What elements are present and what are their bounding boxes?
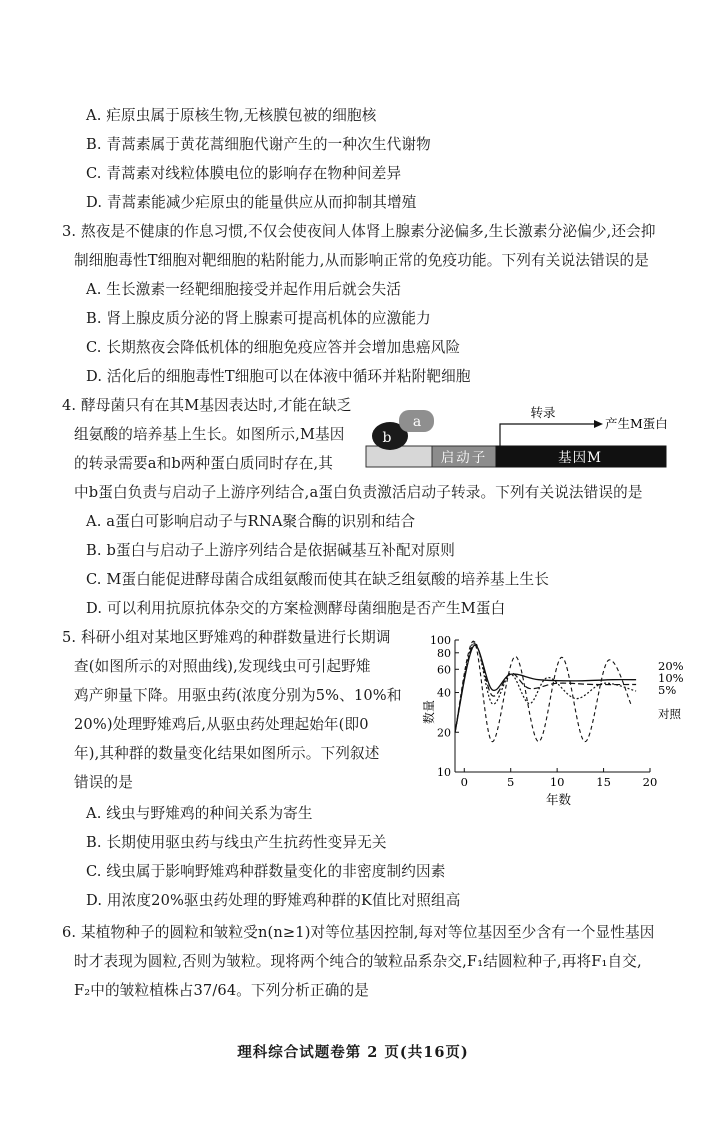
q4-stem-line-2: 组氨酸的培养基上生长。如图所示,M基因 bbox=[74, 426, 345, 443]
q4-stem-line-3: 的转录需要a和b两种蛋白质同时存在,其 bbox=[74, 455, 334, 472]
q3-option-a: A. 生长激素一经靶细胞接受并起作用后就会失活 bbox=[86, 281, 402, 298]
x-tick-label: 20 bbox=[642, 775, 658, 789]
transcription-arrow bbox=[500, 424, 594, 446]
protein-b-label: b bbox=[382, 430, 392, 446]
y-tick-label: 60 bbox=[437, 663, 451, 677]
x-tick-label: 5 bbox=[507, 775, 515, 789]
q5-option-a: A. 线虫与野雉鸡的种间关系为寄生 bbox=[86, 805, 313, 822]
series-label: 对照 bbox=[658, 707, 681, 721]
y-tick-label: 20 bbox=[437, 726, 451, 740]
q3-option-c: C. 长期熬夜会降低机体的细胞免疫应答并会增加患癌风险 bbox=[86, 339, 461, 356]
q5-stem-line-1: 5. 科研小组对某地区野雉鸡的种群数量进行长期调 bbox=[62, 629, 391, 646]
y-tick-label: 10 bbox=[437, 766, 451, 779]
series-label: 10% bbox=[658, 671, 684, 685]
q6-stem-line-3: F₂中的皱粒植株占37/64。下列分析正确的是 bbox=[74, 982, 369, 999]
transcription-arrowhead bbox=[594, 420, 603, 428]
series-label: 5% bbox=[658, 683, 677, 697]
q5-stem-line-4: 20%)处理野雉鸡后,从驱虫药处理起始年(即0 bbox=[74, 716, 369, 733]
x-tick-label: 0 bbox=[460, 775, 468, 789]
y-tick-label: 100 bbox=[430, 634, 451, 647]
page-footer: 理科综合试题卷第 2 页(共16页) bbox=[237, 1044, 469, 1061]
q2-option-d: D. 青蒿素能减少疟原虫的能量供应从而抑制其增殖 bbox=[86, 194, 417, 211]
q5-option-c: C. 线虫属于影响野雉鸡种群数量变化的非密度制约因素 bbox=[86, 863, 446, 880]
series-line-4 bbox=[455, 641, 631, 741]
promoter-label: 启动子 bbox=[440, 450, 488, 466]
q5-stem-line-6: 错误的是 bbox=[74, 774, 133, 791]
q5-option-b: B. 长期使用驱虫药与线虫产生抗药性变异无关 bbox=[86, 834, 387, 851]
q6-stem-line-1: 6. 某植物种子的圆粒和皱粒受n(n≥1)对等位基因控制,每对等位基因至少含有一个显性基因 bbox=[62, 924, 655, 941]
q3-stem-line-1: 3. 熬夜是不健康的作息习惯,不仅会使夜间人体肾上腺素分泌偏多,生长激素分泌偏少,还会抑 bbox=[62, 223, 656, 240]
q5-option-d: D. 用浓度20%驱虫药处理的野雉鸡种群的K值比对照组高 bbox=[86, 892, 461, 909]
q2-option-c: C. 青蒿素对线粒体膜电位的影响存在物种间差异 bbox=[86, 165, 402, 182]
x-tick-label: 15 bbox=[596, 775, 611, 789]
q4-option-a: A. a蛋白可影响启动子与RNA聚合酶的识别和结合 bbox=[86, 513, 416, 530]
q3-option-d: D. 活化后的细胞毒性T细胞可以在体液中循环并粘附靶细胞 bbox=[86, 368, 471, 385]
y-tick-label: 40 bbox=[437, 686, 451, 700]
y-tick-label: 80 bbox=[437, 646, 451, 660]
q3-stem-line-2: 制细胞毒性T细胞对靶细胞的粘附能力,从而影响正常的免疫功能。下列有关说法错误的是 bbox=[74, 252, 649, 269]
q4-option-b: B. b蛋白与启动子上游序列结合是依据碱基互补配对原则 bbox=[86, 542, 456, 559]
q2-option-b: B. 青蒿素属于黄花蒿细胞代谢产生的一种次生代谢物 bbox=[86, 136, 431, 153]
product-label: 产生M蛋白 bbox=[605, 416, 668, 431]
gene-m-label: 基因M bbox=[558, 450, 602, 466]
q4-option-c: C. M蛋白能促进酵母菌合成组氨酸而使其在缺乏组氨酸的培养基上生长 bbox=[86, 571, 550, 588]
q3-option-b: B. 肾上腺皮质分泌的肾上腺素可提高机体的应激能力 bbox=[86, 310, 431, 327]
x-axis-label: 年数 bbox=[545, 792, 572, 807]
q5-stem-line-5: 年),其种群的数量变化结果如图所示。下列叙述 bbox=[74, 745, 380, 762]
series-label: 20% bbox=[658, 659, 684, 673]
q4-stem-line-4: 中b蛋白负责与启动子上游序列结合,a蛋白负责激活启动子转录。下列有关说法错误的是 bbox=[74, 484, 643, 501]
upstream-sequence-block bbox=[366, 446, 432, 467]
y-axis-label: 数量 bbox=[422, 699, 436, 725]
x-tick-label: 10 bbox=[549, 775, 565, 789]
q6-stem-line-2: 时才表现为圆粒,否则为皱粒。现将两个纯合的皱粒品系杂交,F₁结圆粒种子,再将F₁自交, bbox=[74, 953, 642, 970]
q4-stem-line-1: 4. 酵母菌只有在其M基因表达时,才能在缺乏 bbox=[62, 397, 352, 414]
gene-expression-diagram bbox=[362, 398, 672, 472]
q5-stem-line-3: 鸡产卵量下降。用驱虫药(浓度分别为5%、10%和 bbox=[74, 687, 402, 704]
q5-stem-line-2: 查(如图所示的对照曲线),发现线虫可引起野雉 bbox=[74, 658, 371, 675]
protein-a-label: a bbox=[412, 414, 422, 430]
q2-option-a: A. 疟原虫属于原核生物,无核膜包被的细胞核 bbox=[86, 107, 377, 124]
q4-option-d: D. 可以利用抗原抗体杂交的方案检测酵母菌细胞是否产生M蛋白 bbox=[86, 600, 506, 617]
population-chart bbox=[410, 628, 696, 808]
transcription-label: 转录 bbox=[530, 405, 556, 420]
